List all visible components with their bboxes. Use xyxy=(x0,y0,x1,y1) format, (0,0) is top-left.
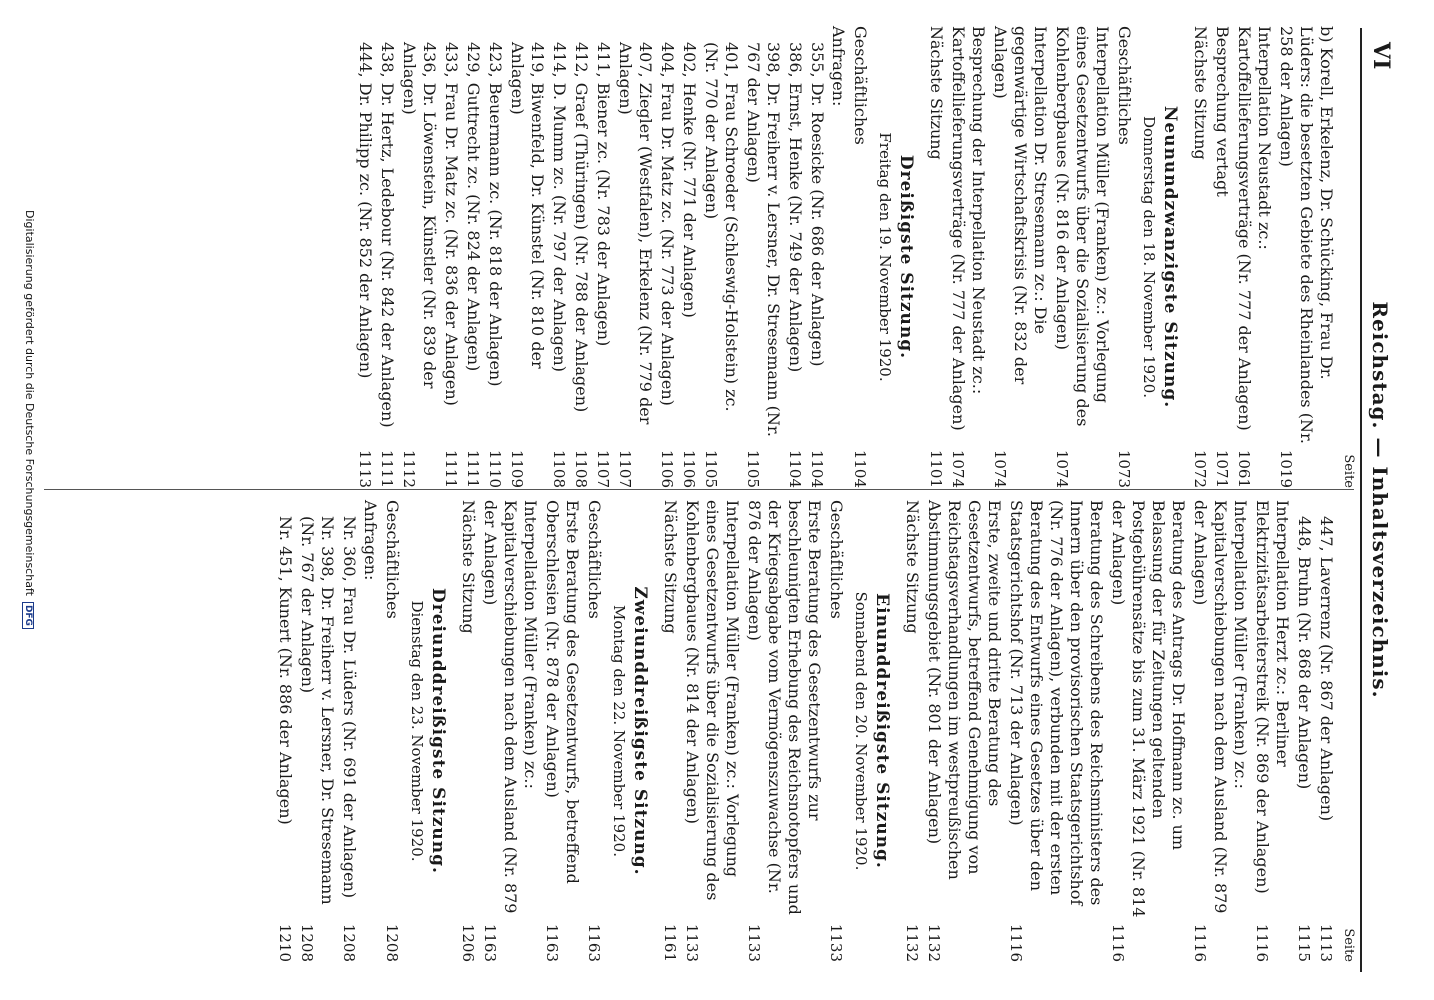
toc-entry-page: 1161 xyxy=(660,923,679,962)
toc-entry-text: 436, Dr. Löwenstein, Künstler (Nr. 839 der Anlagen) xyxy=(400,42,439,389)
toc-entry-page: 1019 xyxy=(1276,449,1295,488)
toc-entry xyxy=(480,500,540,962)
toc-entry-text: Geschäftliches xyxy=(851,26,870,145)
toc-entry-text: 419, Biwenfeld, Dr. Künstel (Nr. 810 der Anlagen) xyxy=(508,42,547,369)
toc-entry-text: 433, Frau Dr. Matz zc. (Nr. 836 der Anlagen) xyxy=(442,42,461,406)
toc-entry xyxy=(399,26,439,488)
toc-entry-page: 1105 xyxy=(743,449,762,488)
toc-entry-text: Interpellation Müller (Franken) zc.: Vorlegung eines Gesetzentwurfs über die Sozialisierung des Kohlenbergbaues (Nr. 816 der Anlagen) xyxy=(1053,26,1112,427)
anfragen-label: Anfragen: xyxy=(829,26,848,107)
toc-entry-page: 1163 xyxy=(480,923,499,962)
seite-label: Seite xyxy=(1341,928,1356,962)
session-date: Donnerstag den 18. November 1920. xyxy=(1140,115,1158,399)
toc-entry-text: 401, Frau Schroeder (Schleswig-Holstein) zc. (Nr. 770 der Anlagen) xyxy=(702,42,741,412)
toc-entry-text: Besprechung der Interpellation Neustadt zc.: Kartoffellieferungsverträge (Nr. 777 der Anlagen) xyxy=(949,26,988,431)
toc-entry xyxy=(463,26,483,488)
toc-entry-page: 1163 xyxy=(542,923,561,962)
toc-entry-text: 412, Graef (Thüringen) (Nr. 788 der Anlagen) xyxy=(572,42,591,413)
toc-entry-text: 448, Bruhn (Nr. 868 der Anlagen) xyxy=(1295,516,1314,790)
toc-entry-page: 1113 xyxy=(355,449,374,488)
toc-entry-text: 423, Beuermann zc. (Nr. 818 der Anlagen) xyxy=(486,42,505,387)
session-entries xyxy=(850,26,870,488)
toc-entry xyxy=(926,26,946,488)
toc-entry-page: 1074 xyxy=(1052,449,1071,488)
toc-entry-text: 414, D. Mumm zc. (Nr. 797 der Anlagen) xyxy=(550,42,569,372)
toc-entry xyxy=(542,500,582,962)
toc-entry-page: 1061 xyxy=(1234,449,1253,488)
footer-text: Digitalisierung gefördert durch die Deutsche Forschungsgemeinschaft xyxy=(23,210,36,596)
toc-entry-page: 1104 xyxy=(850,449,869,488)
toc-entry-text: 386, Ernst, Henke (Nr. 749 der Anlagen) xyxy=(786,42,805,373)
toc-entry-page: 1132 xyxy=(902,923,921,962)
session-entries xyxy=(660,500,846,962)
toc-entry xyxy=(458,500,478,962)
column-divider xyxy=(44,489,1354,490)
right-entries xyxy=(902,500,1292,962)
session-date: Dienstag den 23. November 1920. xyxy=(408,600,426,862)
toc-entry-text: Geschäftliches xyxy=(585,500,604,619)
toc-entry xyxy=(355,26,375,488)
toc-entry xyxy=(1114,26,1134,488)
left-pre-list xyxy=(1190,26,1336,488)
session-date: Sonnabend den 20. November 1920. xyxy=(852,591,870,871)
toc-entry xyxy=(701,26,741,488)
toc-entry xyxy=(682,500,742,962)
toc-entry xyxy=(377,26,397,488)
toc-entry xyxy=(297,500,337,962)
session-title: Einunddreißigste Sitzung. xyxy=(872,593,892,869)
toc-entry-text: 404, Frau Dr. Matz zc. (Nr. 773 der Anlagen) xyxy=(658,42,677,406)
toc-entry-text: Erste Beratung des Gesetzentwurfs, betreffend Oberschlesien (Nr. 878 der Anlagen) xyxy=(543,500,582,884)
toc-entry-text: Geschäftliches xyxy=(1115,26,1134,145)
toc-entry xyxy=(1252,500,1292,962)
toc-entry xyxy=(657,26,677,488)
toc-entry xyxy=(1234,26,1274,488)
toc-entry-text: 438, Dr. Hertz, Ledebour (Nr. 842 der Anlagen) xyxy=(378,42,397,428)
toc-entry xyxy=(807,26,827,488)
right-pre-list xyxy=(1294,500,1336,962)
dfg-logo: DFG xyxy=(22,602,34,629)
left-column xyxy=(353,26,1356,488)
toc-entry-page: 1105 xyxy=(701,449,720,488)
toc-entry-text: Nächste Sitzung xyxy=(1191,26,1210,160)
toc-entry xyxy=(785,26,805,488)
toc-entry-text: Nr. 398, Dr. Freiherr v. Lersner, Dr. Stresemann (Nr. 767 der Anlagen) xyxy=(298,516,337,905)
toc-entry xyxy=(924,500,1004,962)
toc-entry-page: 1109 xyxy=(507,449,526,488)
toc-entry xyxy=(339,500,359,962)
toc-entry-page: 1208 xyxy=(339,923,358,962)
toc-entry xyxy=(485,26,505,488)
toc-entry-text: Interpellation Neustadt zc.: Kartoffellieferungsverträge (Nr. 777 der Anlagen) xyxy=(1235,26,1274,431)
toc-entry xyxy=(743,26,783,488)
page-title: Reichstag. — Inhaltsverzeichnis. xyxy=(1368,301,1392,699)
toc-entry xyxy=(1190,500,1250,962)
toc-entry-page: 1104 xyxy=(807,449,826,488)
toc-entry-page: 1132 xyxy=(924,923,943,962)
toc-entry xyxy=(1052,26,1112,488)
toc-entry-text: Interpellation Herzt zc.: Berliner Elektrizitätsarbeiterstreik (Nr. 869 der Anlagen) xyxy=(1253,500,1292,894)
toc-entry xyxy=(1316,500,1336,962)
toc-entry xyxy=(1276,26,1336,488)
session-title: Dreiunddreißigste Sitzung. xyxy=(428,588,448,874)
toc-entry-page: 1106 xyxy=(657,449,676,488)
toc-entry xyxy=(1212,26,1232,488)
toc-entry-page: 1108 xyxy=(549,449,568,488)
toc-entry xyxy=(584,500,604,962)
toc-entry-page: 1116 xyxy=(1108,923,1127,962)
toc-entry-page: 1074 xyxy=(948,449,967,488)
session-entries xyxy=(382,500,402,962)
session-title: Dreißigste Sitzung. xyxy=(896,154,916,360)
toc-entry-page: 1071 xyxy=(1212,449,1231,488)
toc-entry-page: 1111 xyxy=(463,449,482,488)
session-title: Zweiunddreißigste Sitzung. xyxy=(630,586,650,876)
toc-entry-text: 444, Dr. Philipp zc. (Nr. 852 der Anlagen) xyxy=(356,42,375,379)
toc-entry-text: Nr. 360, Frau Dr. Lüders (Nr. 691 der Anlagen) xyxy=(340,516,359,899)
toc-entry-page: 1101 xyxy=(926,449,945,488)
toc-entry-page: 1208 xyxy=(297,923,316,962)
session-date: Montag den 22. November 1920. xyxy=(610,604,628,857)
toc-entry-page: 1116 xyxy=(1190,923,1209,962)
toc-entry-text: Nächste Sitzung xyxy=(661,500,680,634)
toc-entry xyxy=(744,500,824,962)
toc-entry-text: Erste, zweite und dritte Beratung des Gesetzentwurfs, betreffend Genehmigung von Reichstagsverhandlungen im westpreußischen Abstimmungsgebiet (Nr. 801 der Anlagen) xyxy=(925,500,1004,880)
toc-entry xyxy=(948,26,988,488)
toc-entry xyxy=(615,26,655,488)
toc-entry-page: 1206 xyxy=(458,923,477,962)
toc-entry xyxy=(660,500,680,962)
toc-entry-page: 1112 xyxy=(399,449,418,488)
toc-entry-text: Besprechung vertagt xyxy=(1213,26,1232,197)
digitization-footer xyxy=(22,210,36,629)
toc-entry xyxy=(1294,500,1314,962)
toc-entry-page: 1107 xyxy=(593,449,612,488)
toc-entry xyxy=(679,26,699,488)
toc-entry xyxy=(990,26,1050,488)
anfragen-list xyxy=(355,26,827,488)
toc-entry xyxy=(382,500,402,962)
toc-entry-text: Nächste Sitzung xyxy=(927,26,946,160)
toc-entry-page: 1133 xyxy=(744,923,763,962)
toc-entry-text: 355, Dr. Roesicke (Nr. 686 der Anlagen) xyxy=(808,42,827,367)
toc-entry-page: 1111 xyxy=(377,449,396,488)
toc-entry-text: Nächste Sitzung xyxy=(459,500,478,634)
anfragen-list xyxy=(275,500,359,962)
toc-entry-page: 1111 xyxy=(441,449,460,488)
toc-entry-page: 1072 xyxy=(1190,449,1209,488)
toc-entry-text: Beratung des Antrags Dr. Hoffmann zc. um Belassung der für Zeitungen geltenden Postgebührensätze bis zum 31. März 1921 (Nr. 814 der Anlagen) xyxy=(1109,500,1188,918)
toc-entry-text: Nächste Sitzung xyxy=(903,500,922,634)
toc-entry-page: 1133 xyxy=(826,923,845,962)
session-entries xyxy=(926,26,1134,488)
toc-entry-text: 407, Ziegler (Westfalen), Erkelenz (Nr. 779 der Anlagen) xyxy=(616,42,655,425)
session-entries xyxy=(458,500,604,962)
toc-entry-text: Interpellation Dr. Stresemann zc.: Die gegenwärtige Wirtschaftskrisis (Nr. 832 der Anlagen) xyxy=(991,26,1050,385)
toc-entry xyxy=(1006,500,1106,962)
toc-entry xyxy=(1108,500,1188,962)
session-date: Freitag den 19. November 1920. xyxy=(876,132,894,382)
toc-entry-text: Interpellation Müller (Franken) zc.: Vorlegung eines Gesetzentwurfs über die Sozialisierung des Kohlenbergbaues (Nr. 814 der Anlagen) xyxy=(683,500,742,901)
anfragen-label: Anfragen: xyxy=(361,500,380,581)
toc-entry-page: 1115 xyxy=(1294,923,1313,962)
toc-entry-page: 1133 xyxy=(682,923,701,962)
toc-entry xyxy=(1190,26,1210,488)
toc-entry-text: Interpellation Müller (Franken) zc.: Kapitalverschiebungen nach dem Ausland (Nr. 879 der Anlagen) xyxy=(1191,500,1250,914)
toc-entry-text: 447, Laverrenz (Nr. 867 der Anlagen) xyxy=(1317,516,1336,822)
toc-entry-page: 1113 xyxy=(1316,923,1335,962)
toc-entry xyxy=(826,500,846,962)
toc-entry xyxy=(902,500,922,962)
toc-entry-text: 402, Henke (Nr. 771 der Anlagen) xyxy=(680,42,699,318)
toc-entry-page: 1108 xyxy=(571,449,590,488)
toc-entry-page: 1210 xyxy=(275,923,294,962)
toc-entry-page: 1116 xyxy=(1252,923,1271,962)
toc-entry-text: 411, Biener zc. (Nr. 783 der Anlagen) xyxy=(594,42,613,347)
toc-entry-text: 429, Guttrecht zc. (Nr. 824 der Anlagen) xyxy=(464,42,483,372)
toc-entry xyxy=(507,26,547,488)
toc-entry xyxy=(549,26,569,488)
toc-entry xyxy=(441,26,461,488)
toc-entry xyxy=(275,500,295,962)
toc-entry xyxy=(850,26,870,488)
toc-entry-text: Nr. 451, Kunert (Nr. 886 der Anlagen) xyxy=(276,516,295,825)
toc-entry-text: Erste Beratung des Gesetzentwurfs zur beschleunigten Erhebung des Reichsnotopfers und der Kriegsabgabe vom Vermögenszuwachse (Nr. 876 der Anlagen) xyxy=(745,500,824,915)
toc-entry-page: 1116 xyxy=(1006,923,1025,962)
toc-entry-text: 398, Dr. Freiherr v. Lersner, Dr. Stresemann (Nr. 767 der Anlagen) xyxy=(744,42,783,437)
toc-entry-page: 1208 xyxy=(382,923,401,962)
toc-entry-page: 1073 xyxy=(1114,449,1133,488)
toc-entry-page: 1163 xyxy=(584,923,603,962)
toc-entry-page: 1107 xyxy=(615,449,634,488)
toc-entry-text: Geschäftliches xyxy=(827,500,846,619)
right-column xyxy=(273,500,1356,962)
toc-entry-page: 1074 xyxy=(990,449,1009,488)
page-header xyxy=(1360,28,1396,972)
toc-entry-page: 1106 xyxy=(679,449,698,488)
session-title: Neunundzwanzigste Sitzung. xyxy=(1160,105,1180,409)
toc-entry-text: Beratung des Schreibens des Reichsministers des Innern über den provisorischen Staatsgerichtshof (Nr. 776 der Anlagen), verbunden mit der ersten Beratung des Entwurfs eines Gesetzes über den Staatsgerichtshof (Nr. 713 der Anlagen) xyxy=(1007,500,1106,906)
toc-entry-page: 1104 xyxy=(785,449,804,488)
toc-entry xyxy=(593,26,613,488)
page-number: VI xyxy=(1368,42,1394,70)
toc-entry-text: Geschäftliches xyxy=(383,500,402,619)
toc-entry-page: 1110 xyxy=(485,449,504,488)
seite-label: Seite xyxy=(1341,454,1356,488)
toc-entry-text: Interpellation Müller (Franken) zc.: Kapitalverschiebungen nach dem Ausland (Nr. 879 der Anlagen) xyxy=(481,500,540,914)
toc-entry xyxy=(571,26,591,488)
toc-entry-text: b) Korell, Erkelenz, Dr. Schücking, Frau Dr. Lüders: die besetzten Gebiete des Rheinlandes (Nr. 258 der Anlagen) xyxy=(1277,26,1336,444)
